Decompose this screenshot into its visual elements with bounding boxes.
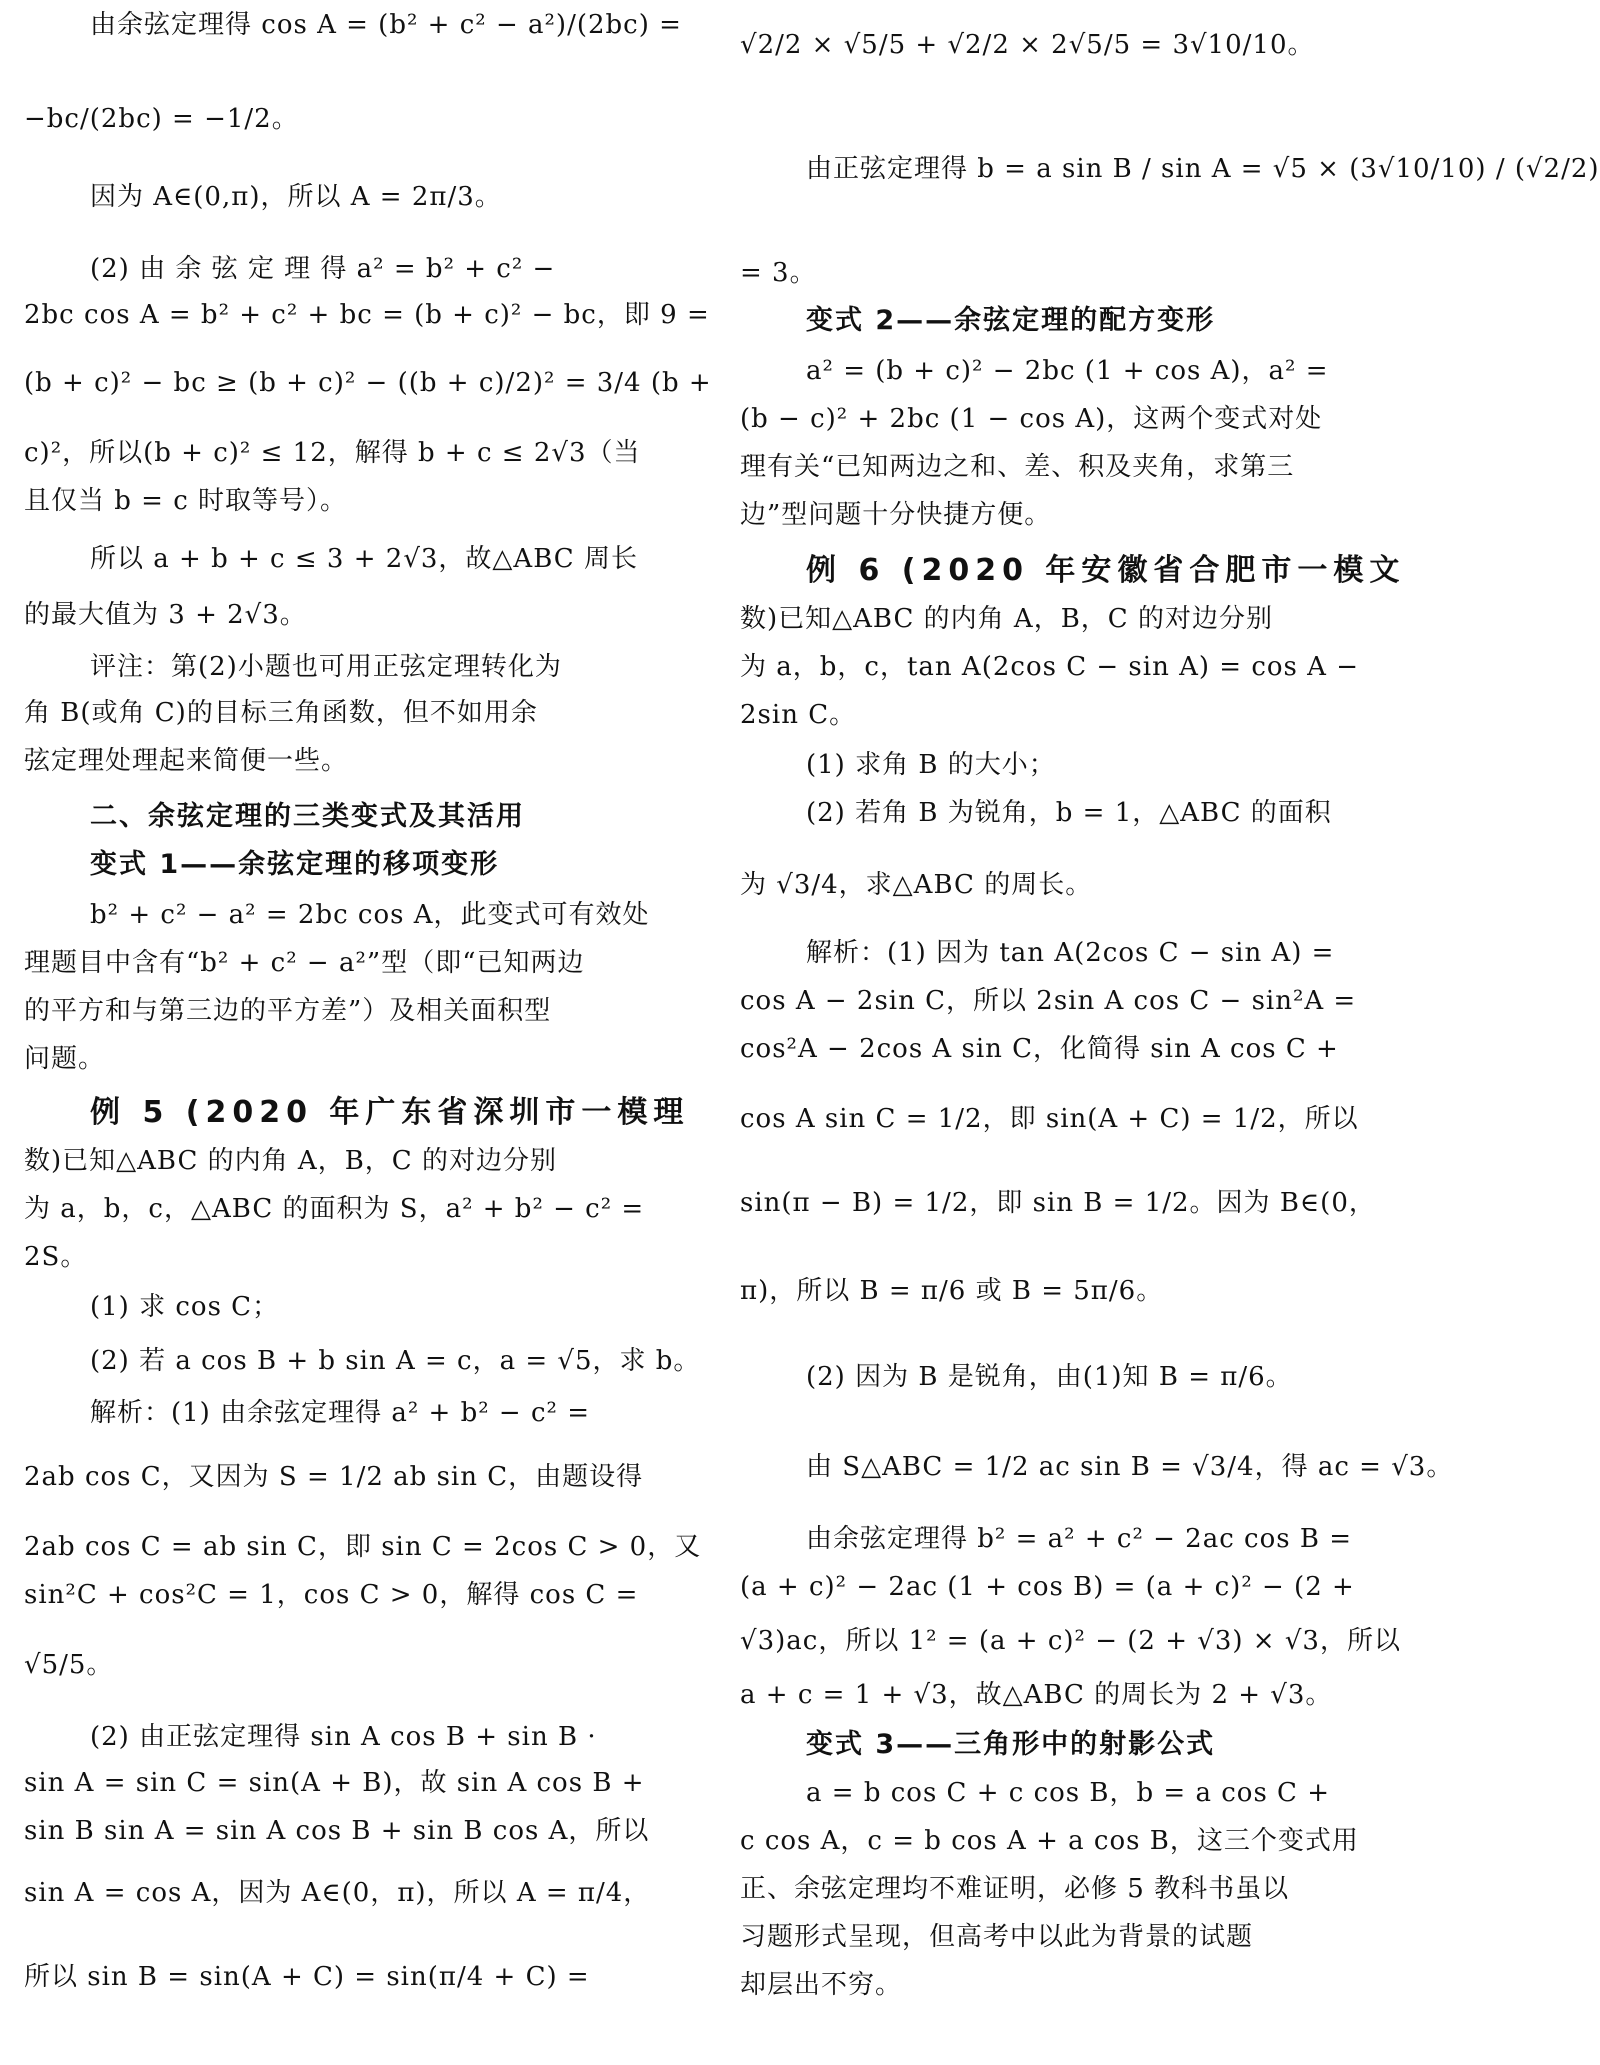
- text-line: cos A sin C = 1/2，即 sin(A + C) = 1/2，所以: [740, 1104, 1359, 1134]
- text-line: (a + c)² − 2ac (1 + cos B) = (a + c)² − (2 +: [740, 1572, 1355, 1602]
- text-line: sin A = cos A，因为 A∈(0，π)，所以 A = π/4，: [24, 1878, 651, 1908]
- text-line: 由正弦定理得 b = a sin B / sin A = √5 × (3√10/10) / (√2/2): [806, 154, 1600, 184]
- text-line: 为 a，b，c，tan A(2cos C − sin A) = cos A −: [740, 652, 1359, 682]
- text-line: a + c = 1 + √3，故△ABC 的周长为 2 + √3。: [740, 1680, 1333, 1710]
- text-line: (2) 若角 B 为锐角，b = 1，△ABC 的面积: [806, 798, 1332, 828]
- text-line: √3)ac，所以 1² = (a + c)² − (2 + √3) × √3，所以: [740, 1626, 1401, 1656]
- text-line: 2ab cos C，又因为 S = 1/2 ab sin C，由题设得: [24, 1462, 644, 1492]
- text-line: 理有关“已知两边之和、差、积及夹角，求第三: [740, 452, 1295, 482]
- text-line: (2) 若 a cos B + b sin A = c，a = √5，求 b。: [90, 1346, 701, 1376]
- text-line: 评注：第(2)小题也可用正弦定理转化为: [90, 652, 562, 682]
- text-line: 数)已知△ABC 的内角 A，B，C 的对边分别: [24, 1146, 557, 1176]
- section-heading: 二、余弦定理的三类变式及其活用: [90, 801, 525, 832]
- text-line: (2) 由正弦定理得 sin A cos B + sin B ·: [90, 1722, 597, 1752]
- text-line: (2) 因为 B 是锐角，由(1)知 B = π/6。: [806, 1362, 1293, 1392]
- text-line: (b − c)² + 2bc (1 − cos A)，这两个变式对处: [740, 404, 1323, 434]
- text-line: sin B sin A = sin A cos B + sin B cos A，所以: [24, 1816, 650, 1846]
- text-line: 弦定理处理起来简便一些。: [24, 746, 349, 776]
- text-line: b² + c² − a² = 2bc cos A，此变式可有效处: [90, 900, 650, 930]
- text-line: 2ab cos C = ab sin C，即 sin C = 2cos C > 0，又: [24, 1532, 702, 1562]
- section-heading: 变式 3——三角形中的射影公式: [806, 1729, 1216, 1760]
- example-heading: 例 6 (2020 年安徽省合肥市一模文: [806, 553, 1406, 588]
- text-line: 问题。: [24, 1044, 106, 1074]
- text-line: (1) 求角 B 的大小；: [806, 750, 1056, 780]
- text-line: 的最大值为 3 + 2√3。: [24, 600, 307, 630]
- text-line: 却层出不穷。: [740, 1970, 903, 2000]
- section-heading: 变式 2——余弦定理的配方变形: [806, 305, 1216, 336]
- text-line: 2bc cos A = b² + c² + bc = (b + c)² − bc，即 9 =: [24, 300, 710, 330]
- text-line: 由余弦定理得 b² = a² + c² − 2ac cos B =: [806, 1524, 1353, 1554]
- text-line: −bc/(2bc) = −1/2。: [24, 104, 299, 134]
- text-line: c cos A，c = b cos A + a cos B，这三个变式用: [740, 1826, 1359, 1856]
- text-line: 解析：(1) 因为 tan A(2cos C − sin A) =: [806, 938, 1335, 968]
- text-line: 为 a，b，c，△ABC 的面积为 S，a² + b² − c² =: [24, 1194, 645, 1224]
- text-line: (1) 求 cos C；: [90, 1292, 280, 1322]
- text-line: 2S。: [24, 1242, 88, 1272]
- text-line: 理题目中含有“b² + c² − a²”型（即“已知两边: [24, 948, 585, 978]
- text-line: 习题形式呈现，但高考中以此为背景的试题: [740, 1922, 1254, 1952]
- text-line: 所以 a + b + c ≤ 3 + 2√3，故△ABC 周长: [90, 544, 638, 574]
- example-heading: 例 5 (2020 年广东省深圳市一模理: [90, 1095, 690, 1130]
- text-line: c)²，所以(b + c)² ≤ 12，解得 b + c ≤ 2√3（当: [24, 438, 641, 468]
- text-line: 由余弦定理得 cos A = (b² + c² − a²)/(2bc) =: [90, 10, 682, 40]
- text-line: sin A = sin C = sin(A + B)，故 sin A cos B +: [24, 1768, 645, 1798]
- text-line: 且仅当 b = c 时取等号）。: [24, 486, 348, 516]
- text-line: 所以 sin B = sin(A + C) = sin(π/4 + C) =: [24, 1962, 590, 1992]
- text-line: (b + c)² − bc ≥ (b + c)² − ((b + c)/2)² = 3/4 (b +: [24, 368, 712, 398]
- text-line: 为 √3/4，求△ABC 的周长。: [740, 870, 1093, 900]
- text-line: √5/5。: [24, 1650, 114, 1680]
- text-line: π)，所以 B = π/6 或 B = 5π/6。: [740, 1276, 1164, 1306]
- text-line: = 3。: [740, 258, 817, 288]
- text-line: a = b cos C + c cos B，b = a cos C +: [806, 1778, 1330, 1808]
- section-heading: 变式 1——余弦定理的移项变形: [90, 849, 500, 880]
- text-line: √2/2 × √5/5 + √2/2 × 2√5/5 = 3√10/10。: [740, 30, 1315, 60]
- text-line: 的平方和与第三边的平方差”）及相关面积型: [24, 996, 552, 1026]
- text-line: 数)已知△ABC 的内角 A，B，C 的对边分别: [740, 604, 1273, 634]
- text-line: 解析：(1) 由余弦定理得 a² + b² − c² =: [90, 1398, 591, 1428]
- text-line: (2) 由 余 弦 定 理 得 a² = b² + c² −: [90, 254, 556, 284]
- text-line: 2sin C。: [740, 700, 857, 730]
- text-line: 正、余弦定理均不难证明，必修 5 教科书虽以: [740, 1874, 1290, 1904]
- text-line: a² = (b + c)² − 2bc (1 + cos A)，a² =: [806, 356, 1329, 386]
- text-line: 因为 A∈(0,π)，所以 A = 2π/3。: [90, 182, 502, 212]
- text-line: cos A − 2sin C，所以 2sin A cos C − sin²A =: [740, 986, 1357, 1016]
- text-line: cos²A − 2cos A sin C，化简得 sin A cos C +: [740, 1034, 1339, 1064]
- text-line: 边”型问题十分快捷方便。: [740, 500, 1052, 530]
- text-line: 角 B(或角 C)的目标三角函数，但不如用余: [24, 698, 538, 728]
- text-line: sin(π − B) = 1/2，即 sin B = 1/2。因为 B∈(0，: [740, 1188, 1376, 1218]
- text-line: sin²C + cos²C = 1，cos C > 0，解得 cos C =: [24, 1580, 639, 1610]
- text-line: 由 S△ABC = 1/2 ac sin B = √3/4，得 ac = √3。: [806, 1452, 1454, 1482]
